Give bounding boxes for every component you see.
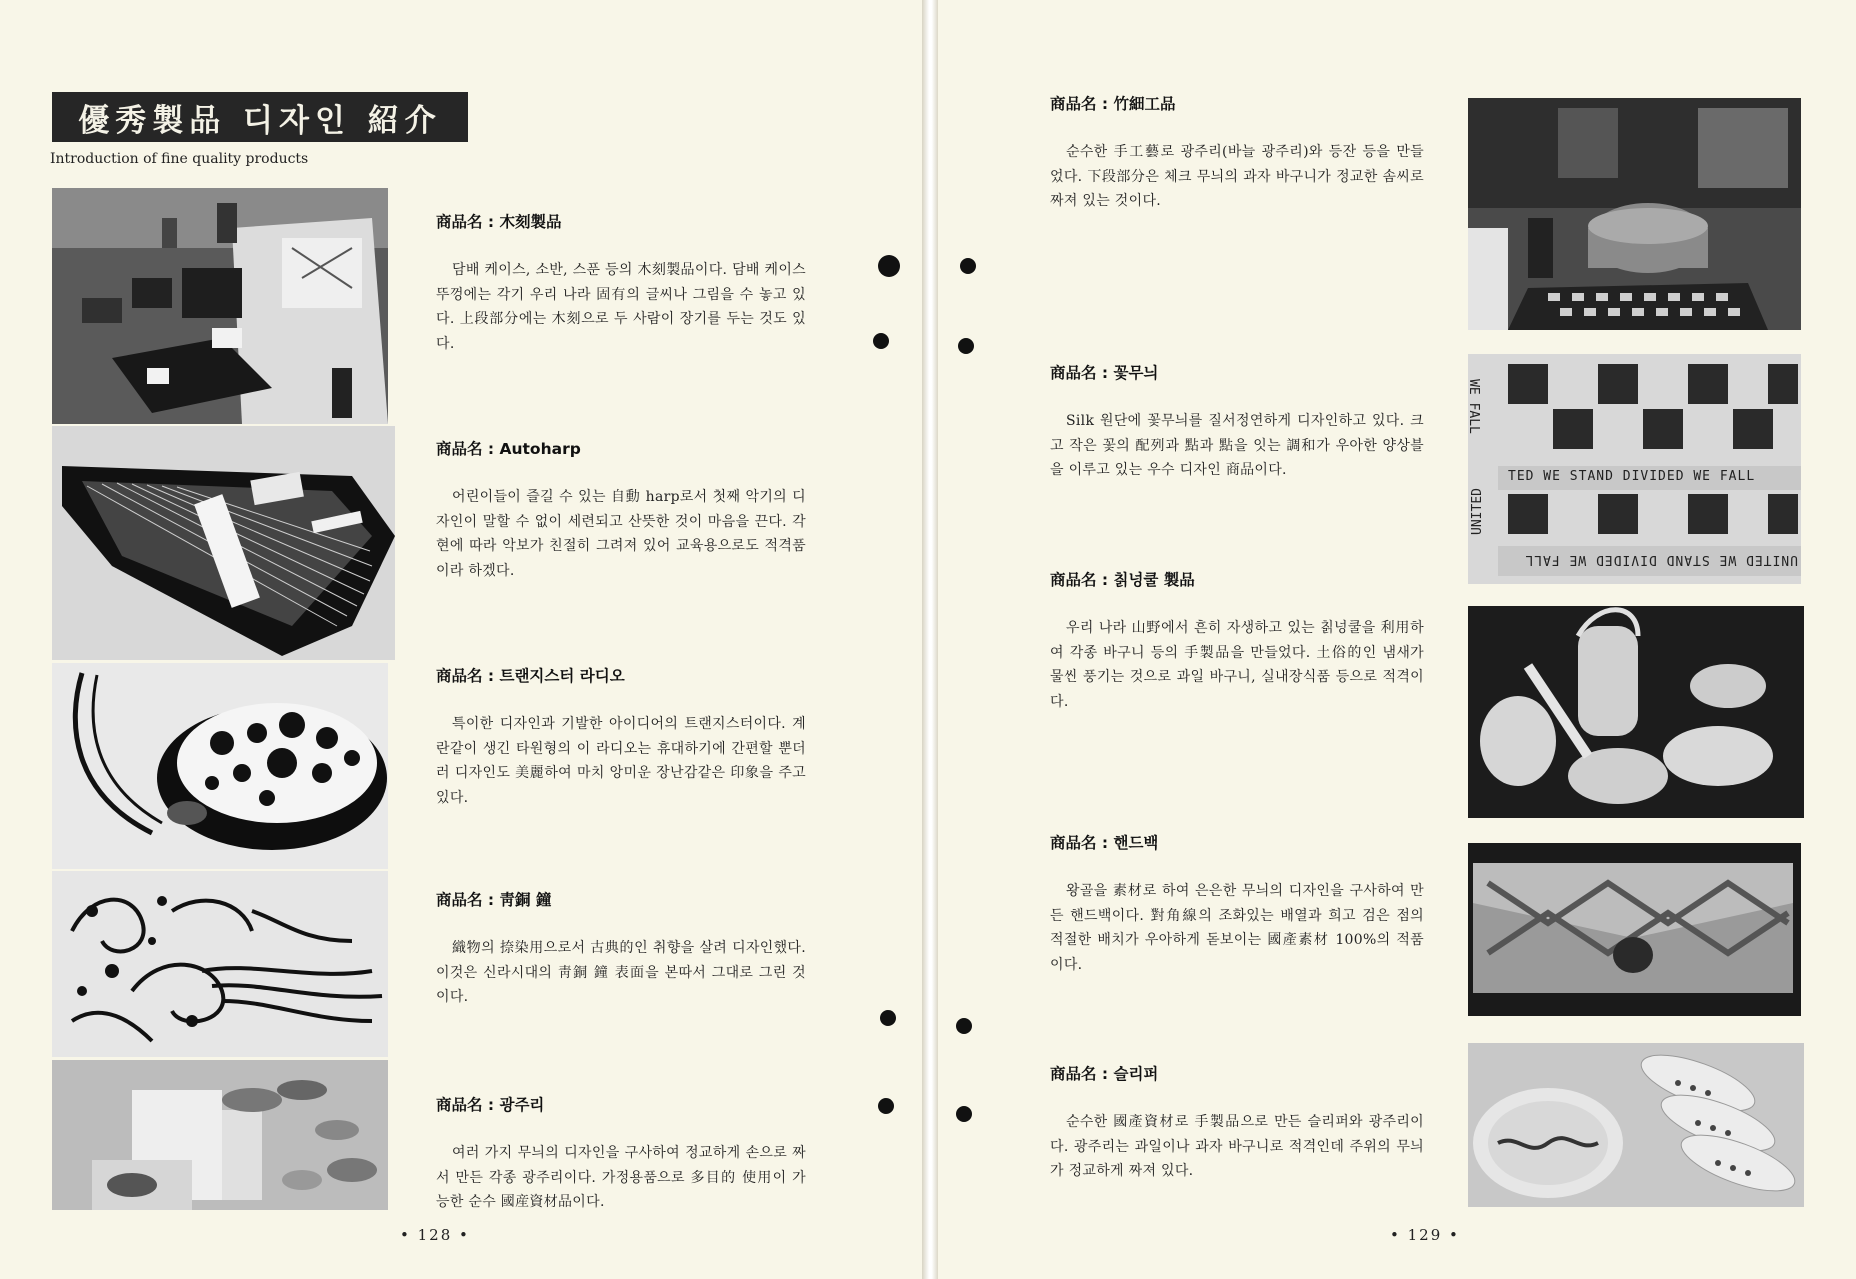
product-flower-pattern xyxy=(1050,361,1424,483)
product-desc: 여러 가지 무늬의 디자인을 구사하여 정교하게 손으로 짜서 만든 각종 광주리이다. 가정용품으로 多目的 使用이 가능한 순수 國産資材品이다. xyxy=(436,1145,806,1210)
product-name: 商品名 : 광주리 xyxy=(436,1096,545,1114)
product-desc: 순수한 國產資材로 手製品으로 만든 슬리퍼와 광주리이다. 광주리는 과일이나 과자 바구니로 적격인데 주위의 무늬가 정교하게 짜져 있다. xyxy=(1050,1114,1424,1179)
product-desc: 순수한 手工藝로 광주리(바늘 광주리)와 등잔 등을 만들었다. 下段部分은 체크 무늬의 과자 바구니가 정교한 솜씨로 짜져 있는 것이다. xyxy=(1050,144,1424,209)
page-number-right: • 129 • xyxy=(1390,1226,1460,1244)
product-name: 商品名 : 칡넝쿨 製品 xyxy=(1050,571,1195,589)
photo-bronze-bell-pattern xyxy=(52,871,388,1057)
product-basket xyxy=(436,1093,806,1215)
textile-lettering: WE FALL xyxy=(1465,379,1481,434)
photo-slippers xyxy=(1468,1043,1804,1207)
product-wood-carved xyxy=(436,210,806,356)
photo-wood-carved-products xyxy=(52,188,388,424)
product-desc: 織物의 捺染用으로서 古典的인 취향을 살려 디자인했다. 이것은 신라시대의 靑銅 鐘 表面을 본따서 그대로 그린 것이다. xyxy=(436,940,806,1005)
textile-lettering: UNITED xyxy=(1469,488,1485,535)
product-handbag xyxy=(1050,831,1424,977)
binding-hole xyxy=(878,1098,894,1114)
product-arrowroot-vine xyxy=(1050,568,1424,714)
product-name: 商品名 : 핸드백 xyxy=(1050,834,1159,852)
textile-lettering: UNITED WE STAND DIVIDED WE FALL xyxy=(1524,552,1798,567)
page-number-left: • 128 • xyxy=(400,1226,470,1244)
product-name: 商品名 : 꽃무늬 xyxy=(1050,364,1159,382)
photo-baskets xyxy=(52,1060,388,1210)
product-desc: 어린이들이 즐길 수 있는 自動 harp로서 첫째 악기의 디자인이 말할 수 없이 세련되고 산뜻한 것이 마음을 끈다. 각 현에 따라 악보가 친절히 그려져 있어 교육용으로도 적격품이라 하겠다. xyxy=(436,489,806,579)
binding-hole xyxy=(956,1018,972,1034)
product-transistor-radio xyxy=(436,664,806,810)
product-name: 商品名 : 木刻製品 xyxy=(436,213,562,231)
photo-handbag xyxy=(1468,843,1801,1016)
section-subtitle: Introduction of fine quality products xyxy=(50,151,309,167)
product-name: 商品名 : Autoharp xyxy=(436,440,581,458)
textile-lettering: TED WE STAND DIVIDED WE FALL xyxy=(1508,469,1756,484)
binding-hole xyxy=(956,1106,972,1122)
photo-autoharp xyxy=(52,426,395,660)
product-name: 商品名 : 靑銅 鐘 xyxy=(436,891,552,909)
book-gutter xyxy=(922,0,938,1279)
product-name: 商品名 : 竹細工品 xyxy=(1050,95,1176,113)
product-name: 商品名 : 슬리퍼 xyxy=(1050,1065,1159,1083)
binding-hole xyxy=(960,258,976,274)
product-desc: 왕골을 素材로 하여 은은한 무늬의 디자인을 구사하여 만든 핸드백이다. 對角線의 조화있는 배열과 희고 검은 점의 적절한 배치가 우아하게 돋보이는 國產素材 100%의 적품이다. xyxy=(1050,883,1424,973)
photo-transistor-radio xyxy=(52,663,388,869)
product-autoharp xyxy=(436,437,806,583)
product-desc: Silk 원단에 꽃무늬를 질서정연하게 디자인하고 있다. 크고 작은 꽃의 配列과 點과 點을 잇는 調和가 우아한 양상블을 이루고 있는 우수 디자인 商品이다. xyxy=(1050,413,1424,478)
product-desc: 우리 나라 山野에서 흔히 자생하고 있는 칡넝쿨을 利用하여 각종 바구니 등의 手製品을 만들었다. 土俗的인 냄새가 물씬 풍기는 것으로 과일 바구니, 실내장식품 등으로 적격이다. xyxy=(1050,620,1424,710)
product-slipper xyxy=(1050,1062,1424,1184)
photo-flower-textile xyxy=(1465,354,1801,584)
binding-hole xyxy=(878,255,900,277)
photo-bamboo-craft xyxy=(1468,98,1801,330)
product-name: 商品名 : 트랜지스터 라디오 xyxy=(436,667,625,685)
section-title: 優秀製品 디자인 紹介 xyxy=(52,92,468,142)
right-page xyxy=(938,0,1856,1279)
product-desc: 담배 케이스, 소반, 스푼 등의 木刻製品이다. 담배 케이스 뚜껑에는 각기 우리 나라 固有의 글씨나 그림을 수 놓고 있다. 上段部分에는 木刻으로 두 사람이 장기를 두는 것도 있다. xyxy=(436,262,806,352)
product-desc: 특이한 디자인과 기발한 아이디어의 트랜지스터이다. 계란같이 생긴 타원형의 이 라디오는 휴대하기에 간편할 뿐더러 디자인도 美麗하여 마치 앙미운 장난감같은 印象을 주고 있다. xyxy=(436,716,806,806)
binding-hole xyxy=(880,1010,896,1026)
product-bamboo-craft xyxy=(1050,92,1424,214)
binding-hole xyxy=(873,333,889,349)
left-page xyxy=(0,0,922,1279)
photo-arrowroot-baskets xyxy=(1468,606,1804,818)
product-bronze-bell xyxy=(436,888,806,1010)
binding-hole xyxy=(958,338,974,354)
